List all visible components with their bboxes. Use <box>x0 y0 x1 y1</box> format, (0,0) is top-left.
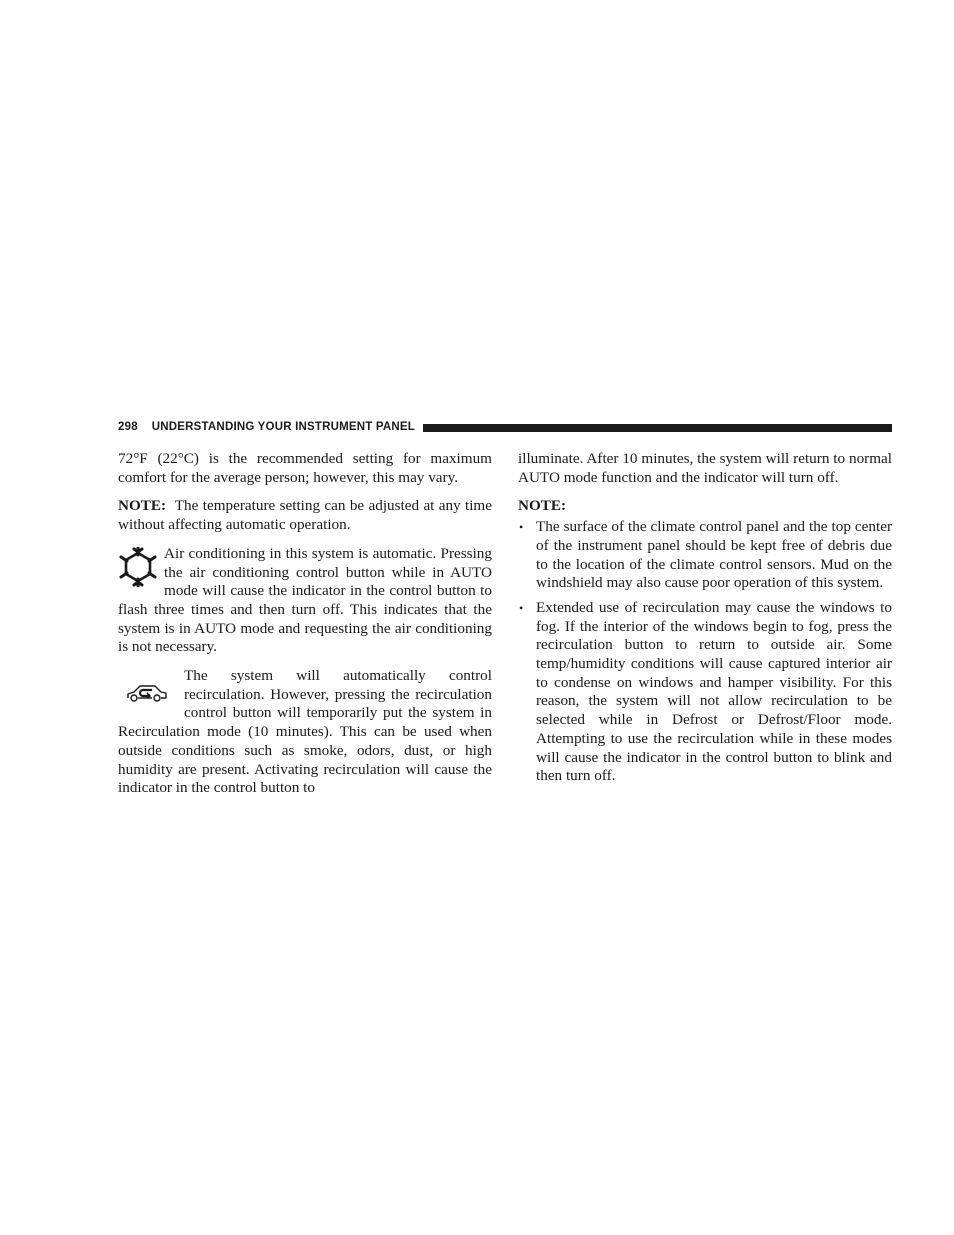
list-item <box>518 518 892 593</box>
left-column <box>118 450 492 808</box>
bullet-icon: • <box>519 520 524 535</box>
bullet-text: Extended use of recirculation may cause the windows to fog. If the interior of the windows begin to fog, press the recirculation button to return to outside air. Some temp/humidity conditions will cause captured interior air to condense on windows and hamper visibility. For this reason, the system will not allow recirculation to be selected while in Defrost or Defrost/Floor mode. Attempting to use the recirculation while in these modes will cause the indicator in the control button to blink and then turn off. <box>536 598 892 785</box>
recirculation-car-icon <box>118 667 176 719</box>
continued-paragraph: illuminate. After 10 minutes, the system will return to normal AUTO mode function and the indicator will turn off. <box>518 450 892 486</box>
section-title: UNDERSTANDING YOUR INSTRUMENT PANEL <box>151 421 415 433</box>
bullet-text: The surface of the climate control panel and the top center of the instrument panel should be kept free of debris due to the location of the climate control sensors. Mud on the windshield may also cause poor operation of this system. <box>536 518 892 592</box>
bullet-icon: • <box>519 600 524 615</box>
recirculation-paragraph <box>118 667 492 798</box>
note-text: The temperature setting can be adjusted at any time without affecting automatic operation. <box>118 497 492 534</box>
recirculation-text: The system will automatically control recirculation. However, pressing the recirculation control button will temporarily put the system in Recirculation mode (10 minutes). This can be used when outside conditions such as smoke, odors, dust, or high humidity are present. Activating recirculation will cause the indicator in the control button to <box>118 667 492 797</box>
note-heading: NOTE: <box>518 497 567 515</box>
note-bullet-list <box>518 518 892 786</box>
ac-paragraph <box>118 545 492 657</box>
list-item <box>518 599 892 786</box>
temperature-paragraph: 72°F (22°C) is the recommended setting for maximum comfort for the average person; however, this may vary. <box>118 450 492 486</box>
page-header <box>118 419 892 435</box>
page-number: 298 <box>118 421 138 433</box>
right-column <box>518 450 892 792</box>
note-label: NOTE: <box>118 497 167 515</box>
header-rule <box>423 424 892 432</box>
note-paragraph <box>118 497 492 534</box>
snowflake-icon <box>118 547 158 587</box>
ac-text: Air conditioning in this system is automatic. Pressing the air conditioning control button while in AUTO mode will cause the indicator in the control button to flash three times and then turn off. This indicates that the system is in AUTO mode and requesting the air conditioning is not necessary. <box>118 544 492 656</box>
